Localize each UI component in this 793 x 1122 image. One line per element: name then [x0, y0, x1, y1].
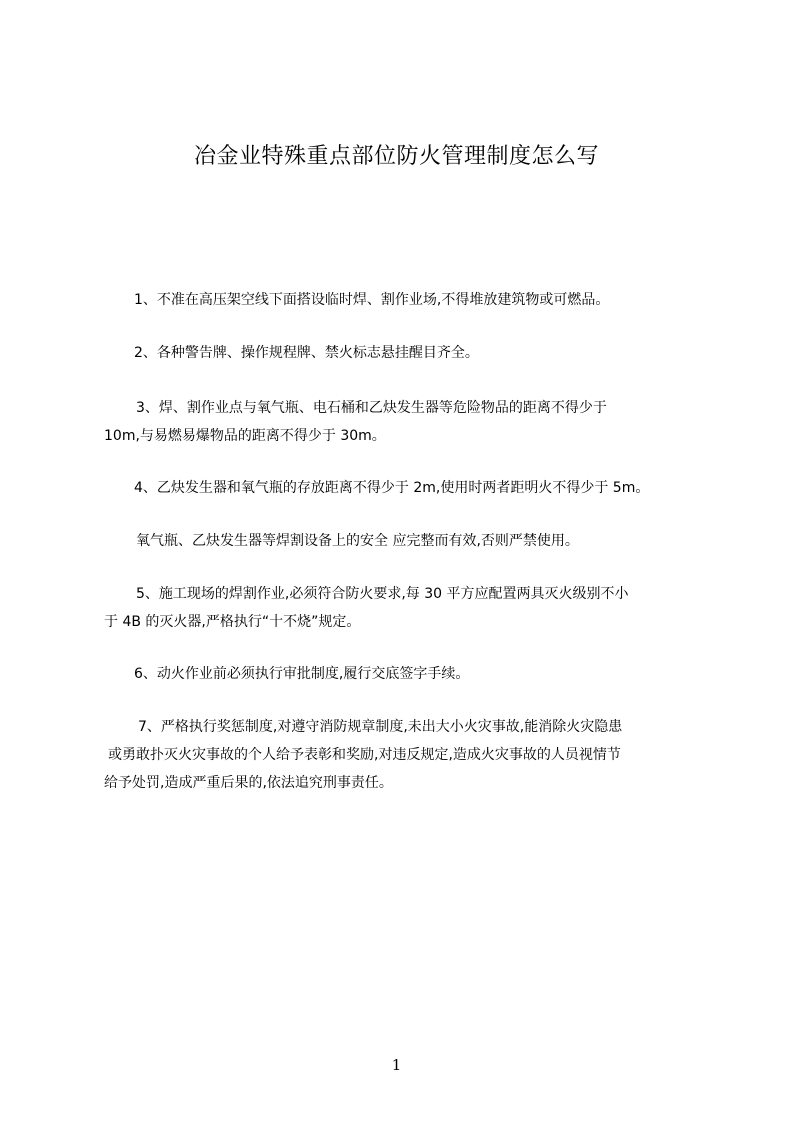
- paragraph-line: 氧气瓶、乙炔发生器等焊割设备上的安全 应完整而有效,否则严禁使用。: [136, 533, 579, 549]
- paragraph-line: 给予处罚,造成严重后果的,依法追究刑事责任。: [104, 775, 393, 791]
- paragraph-6: [104, 580, 704, 636]
- paragraph-line: 或勇敢扑灭火灾事故的个人给予表彰和奖励,对违反规定,造成火灾事故的人员视情节: [108, 747, 621, 763]
- paragraph-line: 7、严格执行奖惩制度,对遵守消防规章制度,未出大小火灾事故,能消除火灾隐患: [138, 719, 623, 735]
- paragraph-line: 5、施工现场的焊割作业,必须符合防火要求,每 30 平方应配置两具灭火级别不小: [136, 586, 629, 602]
- paragraph-7: [104, 660, 704, 688]
- paragraph-line: 于 4B 的灭火器,严格执行“十不烧”规定。: [104, 614, 361, 630]
- paragraph-1: [104, 286, 704, 314]
- paragraph-line: 1、不准在高压架空线下面搭设临时焊、割作业场,不得堆放建筑物或可燃品。: [134, 292, 610, 308]
- paragraph-5: [104, 527, 704, 555]
- paragraph-line: 2、各种警告牌、操作规程牌、禁火标志悬挂醒目齐全。: [134, 345, 479, 361]
- paragraph-4: [104, 474, 704, 502]
- document-title: 冶金业特殊重点部位防火管理制度怎么写: [193, 144, 599, 169]
- paragraph-line: 4、乙炔发生器和氧气瓶的存放距离不得少于 2m,使用时两者距明火不得少于 5m。: [134, 480, 650, 496]
- page-number: 1: [391, 1056, 402, 1074]
- paragraph-line: 6、动火作业前必须执行审批制度,履行交底签字手续。: [134, 666, 470, 682]
- paragraph-8: [104, 713, 704, 797]
- paragraph-3: [104, 394, 704, 450]
- paragraph-line: 3、焊、割作业点与氧气瓶、电石桶和乙炔发生器等危险物品的距离不得少于: [136, 400, 607, 416]
- paragraph-line: 10m,与易燃易爆物品的距离不得少于 30m。: [104, 428, 386, 444]
- paragraph-2: [104, 339, 704, 367]
